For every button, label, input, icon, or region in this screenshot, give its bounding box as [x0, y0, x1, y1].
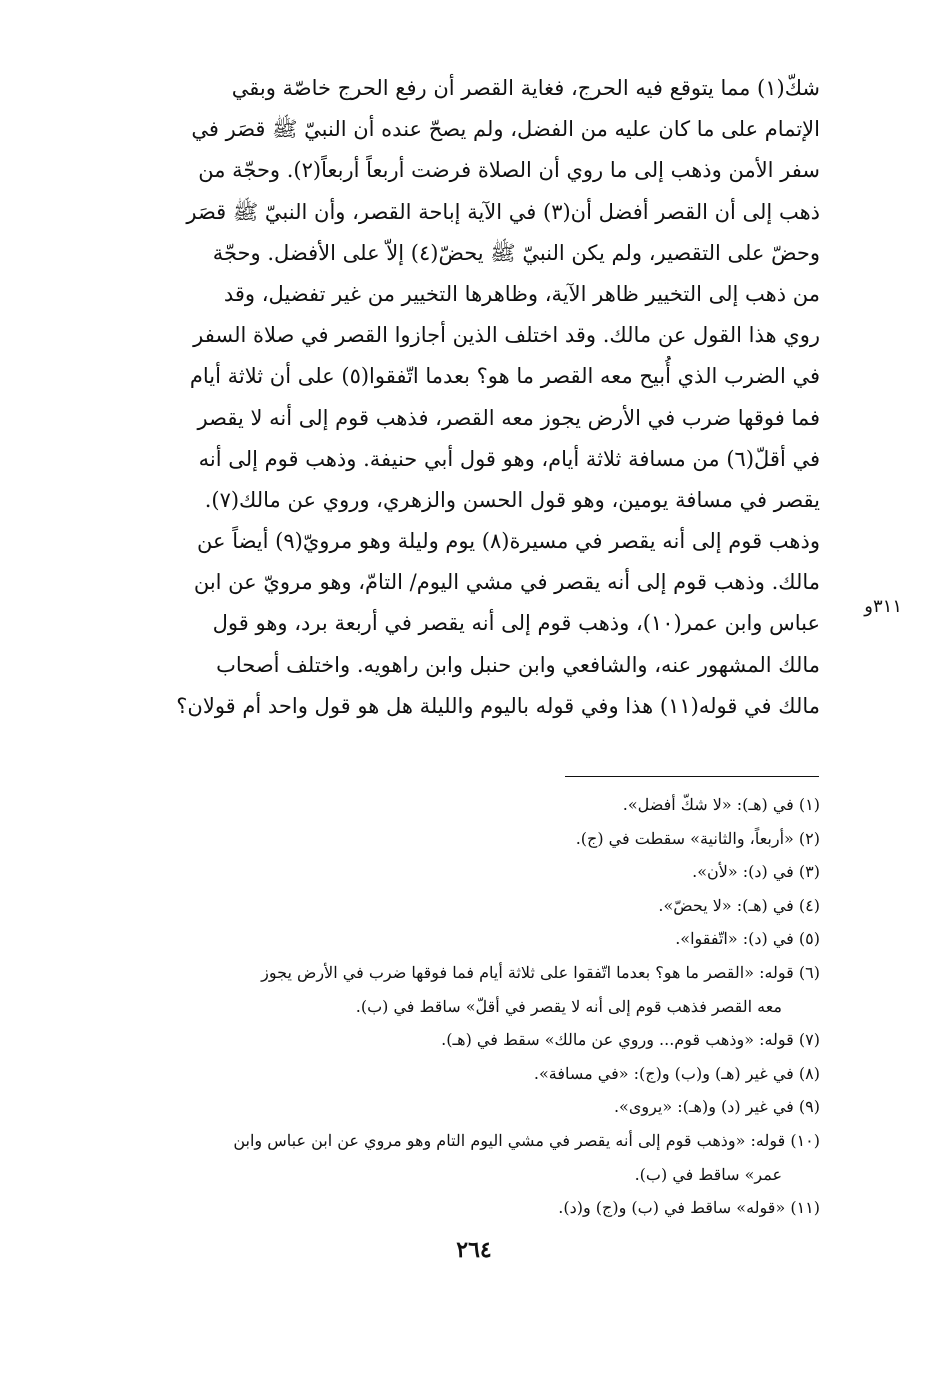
footnote-continuation: معه القصر فذهب قوم إلى أنه لا يقصر في أقلّ» ساقط في (ب). [355, 996, 782, 1016]
footnote-separator [565, 776, 819, 777]
footnote: (٦) قوله: «القصر ما هو؟ بعدما اتّفقوا على ثلاثة أيام فما فوقها ضرب في الأرض يجوز [261, 962, 820, 982]
footnote: (٩) في غير (د) و(هـ): «يروى». [613, 1097, 820, 1117]
text-line: من ذهب إلى التخيير ظاهر الآية، وظاهرها التخيير من غير تفضيل، وقد [223, 281, 820, 306]
text-line: وحضّ على التقصير، ولم يكن النبيّ ﷺ يحضّ(٤) إلاّ على الأفضل. وحجّة [212, 240, 820, 265]
main-text-block [62, 68, 820, 727]
text-line: عباس وابن عمر(١٠)، وذهب قوم إلى أنه يقصر في أربعة برد، وهو قول [212, 611, 820, 636]
footnote: (١٠) قوله: «وذهب قوم إلى أنه يقصر في مشي اليوم التام وهو مروي عن ابن عباس وابن [233, 1130, 820, 1150]
text-line: فما فوقها ضرب في الأرض يجوز معه القصر، فذهب قوم إلى أنه لا يقصر [197, 405, 820, 430]
footnote: (٢) «أربعاً، والثانية» سقطت في (ج). [575, 828, 820, 848]
footnote: (٤) في (هـ): «لا يحضّ». [658, 895, 820, 915]
text-line: ذهب إلى أن القصر أفضل أن(٣) في الآية إباحة القصر، وأن النبيّ ﷺ قصَر [186, 199, 820, 224]
margin-folio-note: ٣١١و [864, 596, 902, 617]
text-line: روي هذا القول عن مالك. وقد اختلف الذين أجازوا القصر في صلاة السفر [193, 323, 820, 348]
text-line: في أقلّ(٦) من مسافة ثلاثة أيام، وهو قول أبي حنيفة. وذهب قوم إلى أنه [198, 446, 820, 471]
text-line: الإتمام على ما كان عليه من الفضل، ولم يصحّ عنده أن النبيّ ﷺ قصَر في [191, 117, 820, 142]
text-line: مالك في قوله(١١) هذا وفي قوله باليوم والليلة هل هو قول واحد أم قولان؟ [176, 693, 820, 718]
text-line: مالك المشهور عنه، والشافعي وابن حنبل وابن راهويه. واختلف أصحاب [216, 652, 820, 677]
footnotes-block [62, 788, 820, 1225]
page-number: ٢٦٤ [456, 1237, 492, 1263]
footnote: (١) في (هـ): «لا شكّ أفضل». [622, 795, 820, 814]
text-line: سفر الأمن وذهب إلى ما روي أن الصلاة فرضت أربعاً أربعاً(٢). وحجّة من [198, 158, 820, 183]
footnote: (٣) في (د): «لأن». [692, 862, 820, 882]
text-line: شكّ(١) مما يتوقع فيه الحرج، فغاية القصر أن رفع الحرج خاصّة وبقي [231, 76, 820, 100]
footnote: (٥) في (د): «اتّفقوا». [675, 929, 820, 949]
footnote: (٨) في غير (هـ) و(ب) و(ج): «في مسافة». [533, 1063, 820, 1083]
footnote: (٧) قوله: «وذهب قوم... وروي عن مالك» سقط في (هـ). [441, 1030, 820, 1050]
footnote: (١١) «قوله» ساقط في (ب) و(ج) و(د). [558, 1198, 820, 1218]
footnote-continuation: عمر» ساقط في (ب). [634, 1164, 782, 1184]
text-line: في الضرب الذي أُبيح معه القصر ما هو؟ بعدما اتّفقوا(٥) على أن ثلاثة أيام [189, 364, 820, 389]
text-line: وذهب قوم إلى أنه يقصر في مسيرة(٨) يوم وليلة وهو مرويّ(٩) أيضاً عن [197, 529, 820, 554]
text-line: يقصر في مسافة يومين، وهو قول الحسن والزهري، وروي عن مالك(٧). [204, 487, 820, 512]
text-line: مالك. وذهب قوم إلى أنه يقصر في مشي اليوم/ التامّ، وهو مرويّ عن ابن [193, 570, 820, 595]
